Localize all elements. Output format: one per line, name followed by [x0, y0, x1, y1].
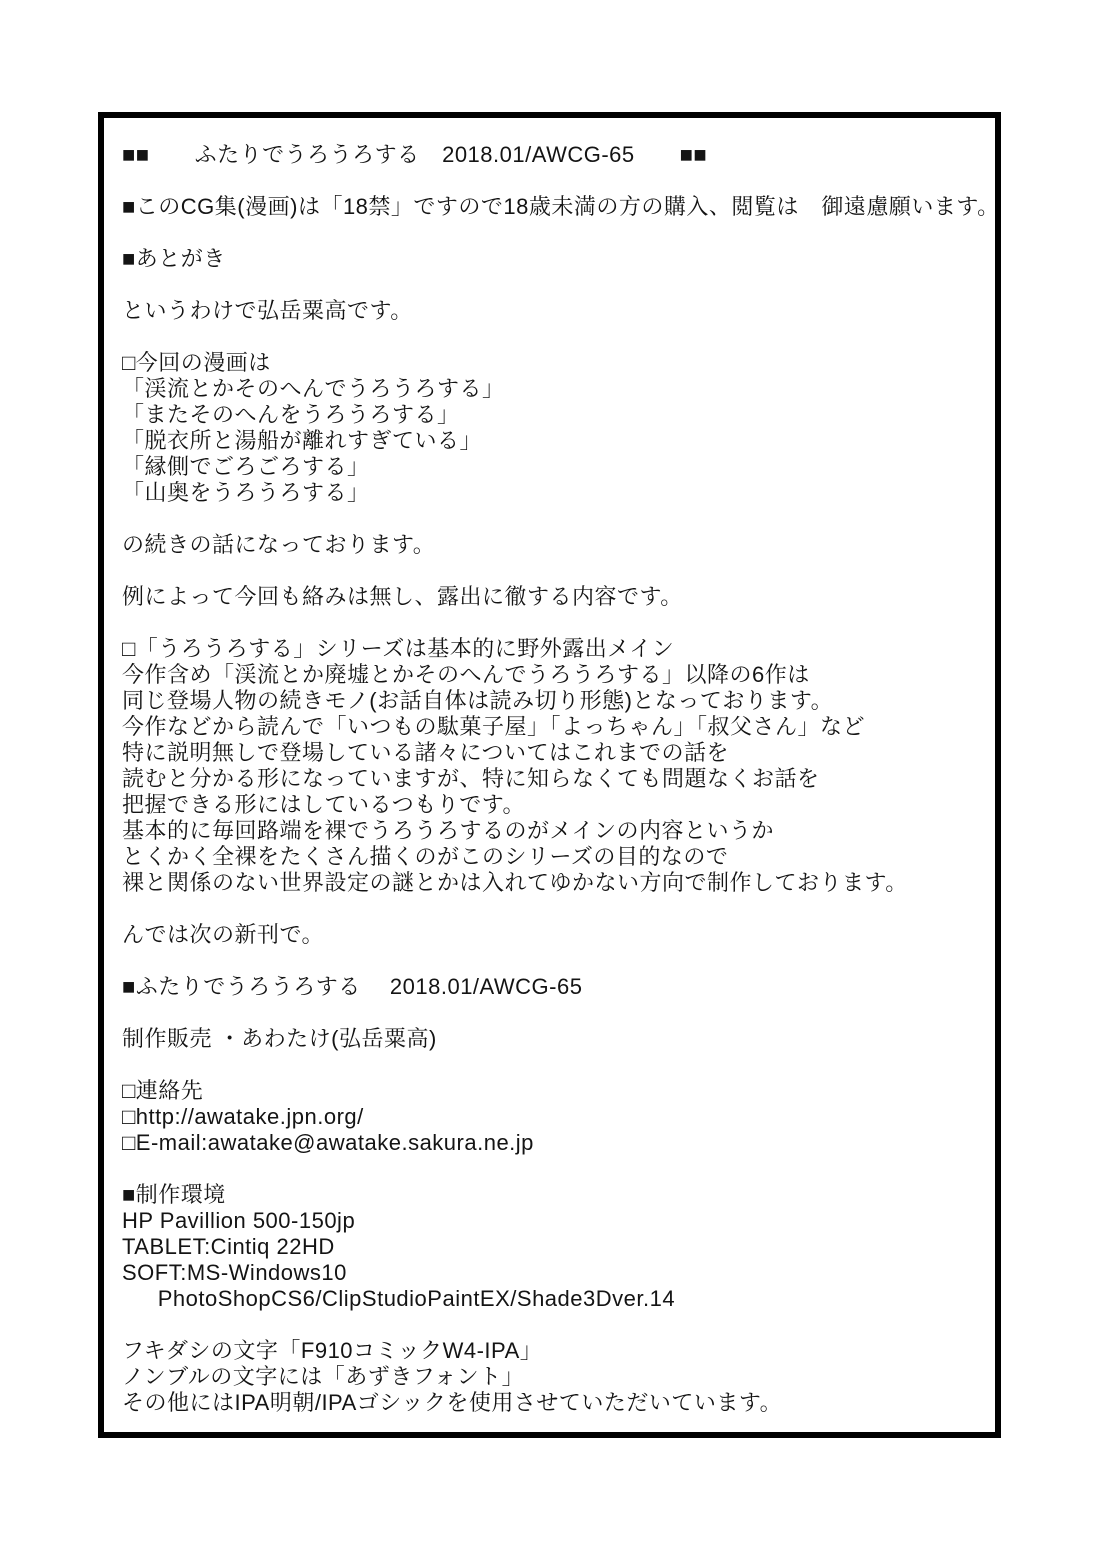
text-line: 制作販売 ・あわたけ(弘岳粟高): [122, 1026, 437, 1051]
text-line: 同じ登場人物の続きモノ(お話自体は読み切り形態)となっております。: [122, 688, 834, 713]
text-line: とくかく全裸をたくさん描くのがこのシリーズの目的なので: [122, 844, 729, 869]
text-line: 例によって今回も絡みは無し、露出に徹する内容です。: [122, 584, 683, 609]
section-previous-works-list: [122, 350, 977, 506]
text-line: 「山奥をうろうろする」: [122, 480, 370, 505]
text-line: その他にはIPA明朝/IPAゴシックを使用させていただいています。: [122, 1390, 783, 1415]
section-title-repeat: [122, 974, 977, 1000]
text-line: というわけで弘岳粟高です。: [122, 298, 413, 323]
section-content-note: [122, 584, 977, 610]
page-border-frame: [98, 112, 1001, 1438]
text-line: TABLET:Cintiq 22HD: [122, 1234, 335, 1259]
text-line: 「脱衣所と湯船が離れすぎている」: [122, 428, 483, 453]
text-line: 今作含め「渓流とか廃墟とかそのへんでうろうろする」以降の6作は: [122, 662, 810, 687]
text-line: PhotoShopCS6/ClipStudioPaintEX/Shade3Dver.14: [122, 1286, 676, 1311]
text-line: んでは次の新刊で。: [122, 922, 325, 947]
text-line: □今回の漫画は: [122, 350, 271, 375]
section-header-title: [122, 142, 977, 168]
section-series-description: [122, 636, 977, 896]
text-line: 「縁側でごろごろする」: [122, 454, 370, 479]
text-line: の続きの話になっております。: [122, 532, 436, 557]
text-line: 把握できる形にはしているつもりです。: [122, 792, 526, 817]
text-line: 基本的に毎回路端を裸でうろうろするのがメインの内容というか: [122, 818, 775, 843]
text-line: 読むと分かる形になっていますが、特に知らなくても問題なくお話を: [122, 766, 820, 791]
section-closing: [122, 922, 977, 948]
text-line: □http://awatake.jpn.org/: [122, 1104, 364, 1129]
text-line: 今作などから読んで「いつもの駄菓子屋」「よっちゃん」「叔父さん」など: [122, 714, 866, 739]
section-production-credit: [122, 1026, 977, 1052]
section-production-environment: [122, 1182, 977, 1312]
text-line: ノンブルの文字には「あずきフォント」: [122, 1364, 525, 1389]
text-body: [122, 142, 1000, 1416]
text-line: 特に説明無しで登場している諸々についてはこれまでの話を: [122, 740, 730, 765]
text-line: □「うろうろする」シリーズは基本的に野外露出メイン: [122, 636, 675, 661]
section-age-notice: [122, 194, 1000, 220]
section-contact-info: [122, 1078, 977, 1156]
section-greeting: [122, 298, 977, 324]
section-afterword-heading: [122, 246, 977, 272]
text-line: ■あとがき: [122, 246, 226, 271]
text-line: ■制作環境: [122, 1182, 226, 1207]
text-line: □E-mail:awatake@awatake.sakura.ne.jp: [122, 1130, 534, 1155]
text-line: ■このCG集(漫画)は「18禁」ですので18歳未満の方の購入、閲覧は 御遠慮願います。: [122, 194, 1000, 219]
section-continuation-note: [122, 532, 977, 558]
section-fonts-used: [122, 1338, 977, 1416]
text-line: ■ふたりでうろうろする 2018.01/AWCG-65: [122, 974, 583, 999]
text-line: SOFT:MS-Windows10: [122, 1260, 347, 1285]
text-line: □連絡先: [122, 1078, 204, 1103]
text-line: フキダシの文字「F910コミックW4-IPA」: [122, 1338, 543, 1363]
text-line: 「またそのへんをうろうろする」: [122, 402, 460, 427]
text-line: 裸と関係のない世界設定の謎とかは入れてゆかない方向で制作しております。: [122, 870, 908, 895]
text-line: 「渓流とかそのへんでうろうろする」: [122, 376, 505, 401]
text-line: HP Pavillion 500-150jp: [122, 1208, 356, 1233]
text-line: ■■ ふたりでうろうろする 2018.01/AWCG-65 ■■: [122, 142, 708, 167]
